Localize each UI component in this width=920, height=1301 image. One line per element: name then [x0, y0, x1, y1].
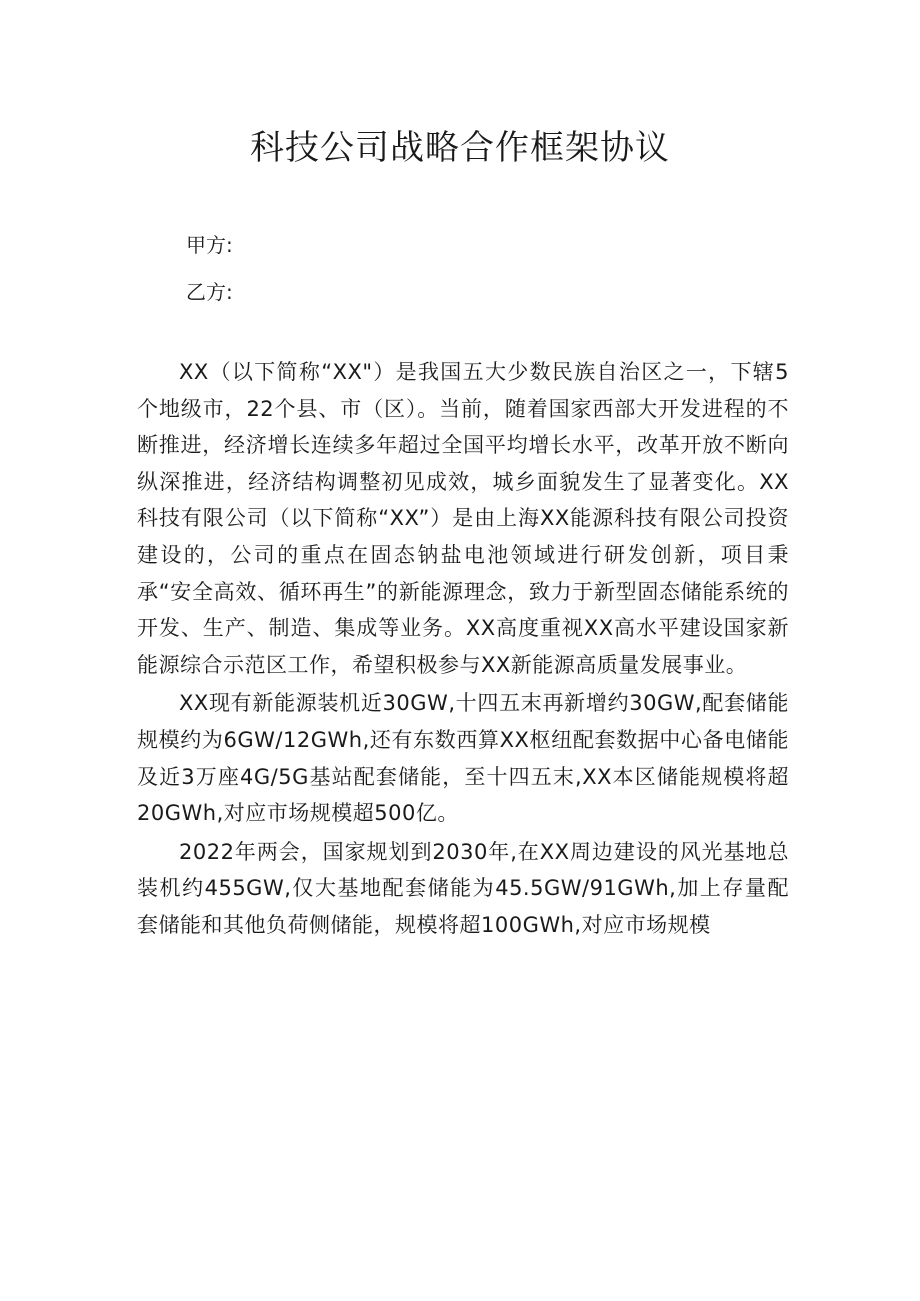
- party-b-label: 乙方:: [186, 280, 233, 304]
- paragraph-intro: XX（以下简称“XX"）是我国五大少数民族自治区之一，下辖5个地级市，22个县、市（区）。当前，随着国家西部大开发进程的不断推进，经济增长连续多年超过全国平均增长水平，改革开放不断向纵深推进，经济结构调整初见成效，城乡面貌发生了显著变化。XX科技有限公司（以下简称“XX”）是由上海XX能源科技有限公司投资建设的，公司的重点在固态钠盐电池领域进行研发创新，项目秉承“安全高效、循环再生”的新能源理念，致力于新型固态储能系统的开发、生产、制造、集成等业务。XX高度重视XX高水平建设国家新能源综合示范区工作，希望积极参与XX新能源高质量发展事业。: [137, 360, 789, 677]
- paragraph-current-capacity: XX现有新能源装机近30GW,十四五末再新增约30GW,配套储能规模约为6GW/12GWh,还有东数西算XX枢纽配套数据中心备电储能及近3万座4G/5G基站配套储能，至十四五末,XX本区储能规模将超20GWh,对应市场规模超500亿。: [137, 691, 789, 826]
- document-title: 科技公司战略合作框架协议: [250, 128, 670, 168]
- party-a-label: 甲方:: [186, 233, 233, 257]
- paragraph-2030-plan: 2022年两会，国家规划到2030年,在XX周边建设的风光基地总装机约455GW,仅大基地配套储能为45.5GW/91GWh,加上存量配套储能和其他负荷侧储能，规模将超100GWh,对应市场规模: [137, 839, 789, 937]
- document-body: [137, 354, 789, 946]
